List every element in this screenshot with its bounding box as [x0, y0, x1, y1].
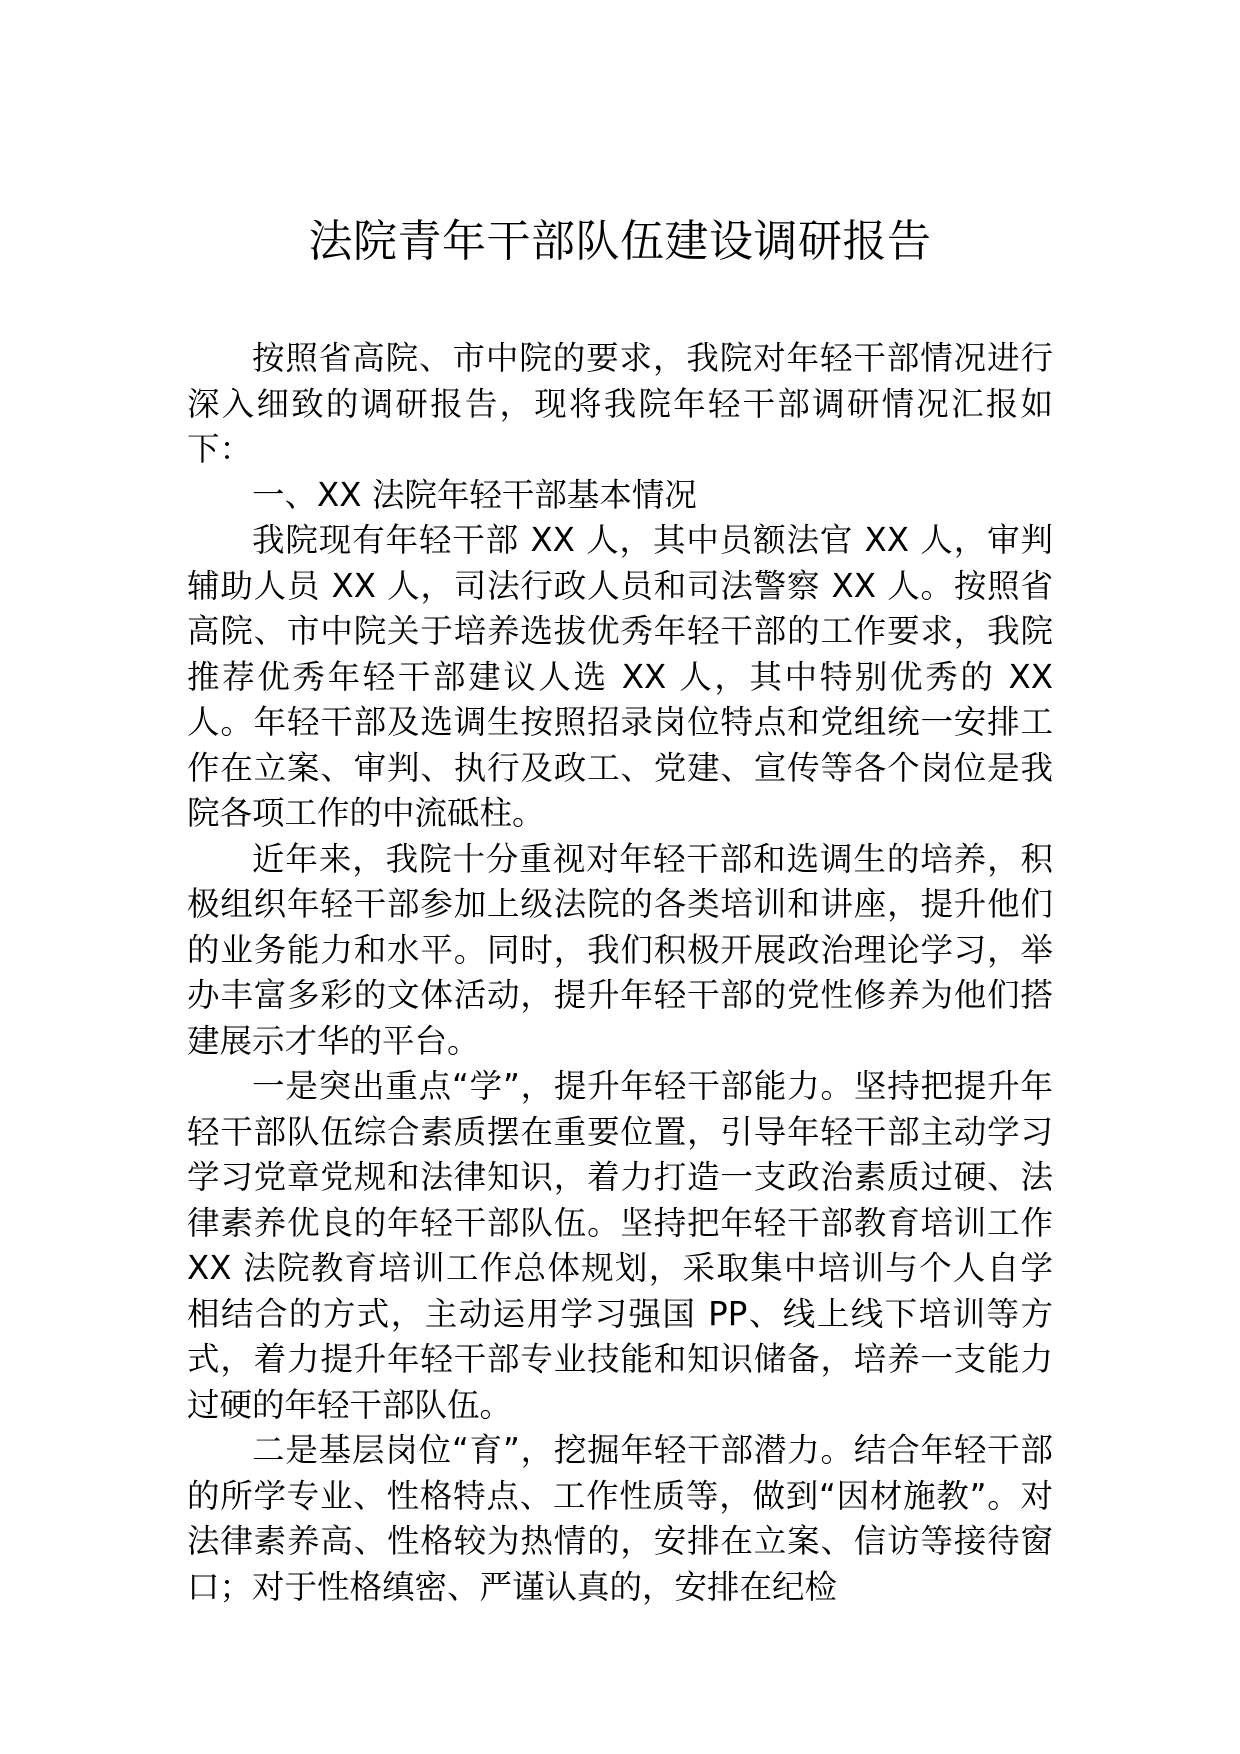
document-title: 法院青年干部队伍建设调研报告 — [308, 216, 932, 267]
paragraph-basic-situation: 我院现有年轻干部 XX 人，其中员额法官 XX 人，审判辅助人员 XX 人，司法行政人员和司法警察 XX 人。按照省高院、市中院关于培养选拔优秀年轻干部的工作要求，我院推荐优秀年轻干部建议人选 XX 人，其中特别优秀的 XX 人。年轻干部及选调生按照招录岗位特点和党组统一安排工作在立案、审判、执行及政工、党建、宣传等各个岗位是我院各项工作的中流砥柱。 — [187, 521, 1053, 832]
document-body — [187, 336, 1053, 1610]
paragraph-recent-years: 近年来，我院十分重视对年轻干部和选调生的培养，积极组织年轻干部参加上级法院的各类培训和讲座，提升他们的业务能力和水平。同时，我们积极开展政治理论学习，举办丰富多彩的文体活动，提升年轻干部的党性修养为他们搭建展示才华的平台。 — [187, 839, 1053, 1060]
paragraph-intro: 按照省高院、市中院的要求，我院对年轻干部情况进行深入细致的调研报告，现将我院年轻干部调研情况汇报如下： — [187, 339, 1053, 468]
section-heading-1: 一、XX 法院年轻干部基本情况 — [252, 475, 697, 514]
paragraph-study: 一是突出重点“学”，提升年轻干部能力。坚持把提升年轻干部队伍综合素质摆在重要位置，引导年轻干部主动学习学习党章党规和法律知识，着力打造一支政治素质过硬、法律素养优良的年轻干部队伍。坚持把年轻干部教育培训工作 XX 法院教育培训工作总体规划，采取集中培训与个人自学相结合的方式，主动运用学习强国 PP、线上线下培训等方式，着力提升年轻干部专业技能和知识储备，培养一支能力过硬的年轻干部队伍。 — [187, 1067, 1053, 1424]
paragraph-grassroots: 二是基层岗位“育”，挖掘年轻干部潜力。结合年轻干部的所学专业、性格特点、工作性质等，做到“因材施教”。对法律素养高、性格较为热情的，安排在立案、信访等接待窗口；对于性格缜密、严谨认真的，安排在纪检 — [187, 1431, 1053, 1606]
